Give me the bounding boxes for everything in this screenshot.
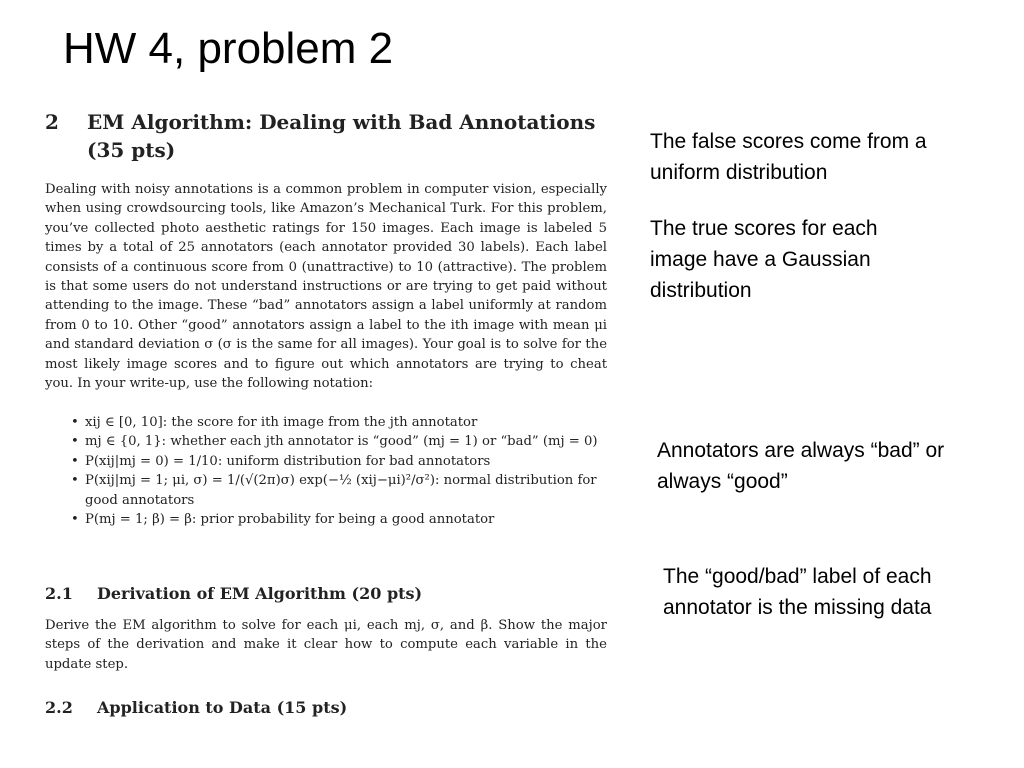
notation-item: • P(xij|mj = 1; μi, σ) = 1/(√(2π)σ) exp(−½ (xij−μi)²/σ²): normal distribution for good annotators — [45, 471, 607, 510]
annotation-gaussian-scores: The true scores for each image have a Gaussian distribution — [650, 217, 878, 302]
section-title: EM Algorithm: Dealing with Bad Annotations (35 pts) — [87, 110, 596, 162]
homework-excerpt — [45, 108, 607, 758]
annotation-missing-data: The “good/bad” label of each annotator is the missing data — [663, 565, 932, 619]
subsection-title: Application to Data (15 pts) — [97, 698, 348, 717]
section-number: 2 — [45, 110, 59, 134]
subsection-number: 2.1 — [45, 584, 73, 603]
subsection-title: Derivation of EM Algorithm (20 pts) — [97, 584, 423, 603]
intro-paragraph: Dealing with noisy annotations is a common problem in computer vision, especially when using crowdsourcing tools, like Amazon’s Mechanical Turk. For this problem, you’ve collected photo aesthetic ratings for 150 images. Each image is labeled 5 times by a total of 25 annotators (each annotator provided 30 labels). Each label consists of a continuous score from 0 (unattractive) to 10 (attractive). The problem is that some users do not understand instructions or are trying to get paid without attending to the image. These “bad” annotators assign a label uniformly at random from 0 to 10. Other “good” annotators assign a label to the ith image with mean μi and standard deviation σ (σ is the same for all images). Your goal is to solve for the most likely image scores and to figure out which annotators are trying to cheat you. In your write-up, use the following notation: — [45, 182, 607, 392]
annotation-uniform-scores: The false scores come from a uniform distribution — [650, 130, 927, 184]
notation-item: • xij ∈ [0, 10]: the score for ith image from the jth annotator — [45, 413, 607, 432]
derivation-paragraph: Derive the EM algorithm to solve for each μi, each mj, σ, and β. Show the major steps of the derivation and make it clear how to compute each variable in the update step. — [45, 618, 607, 672]
slide-title: HW 4, problem 2 — [63, 24, 394, 73]
annotation-annotator-types: Annotators are always “bad” or always “good” — [657, 439, 945, 493]
notation-item: • P(xij|mj = 0) = 1/10: uniform distribution for bad annotators — [45, 452, 607, 471]
notation-list — [45, 413, 607, 529]
subsection-number: 2.2 — [45, 698, 73, 717]
notation-item: • mj ∈ {0, 1}: whether each jth annotator is “good” (mj = 1) or “bad” (mj = 0) — [45, 432, 607, 451]
notation-item: • P(mj = 1; β) = β: prior probability for being a good annotator — [45, 510, 607, 529]
